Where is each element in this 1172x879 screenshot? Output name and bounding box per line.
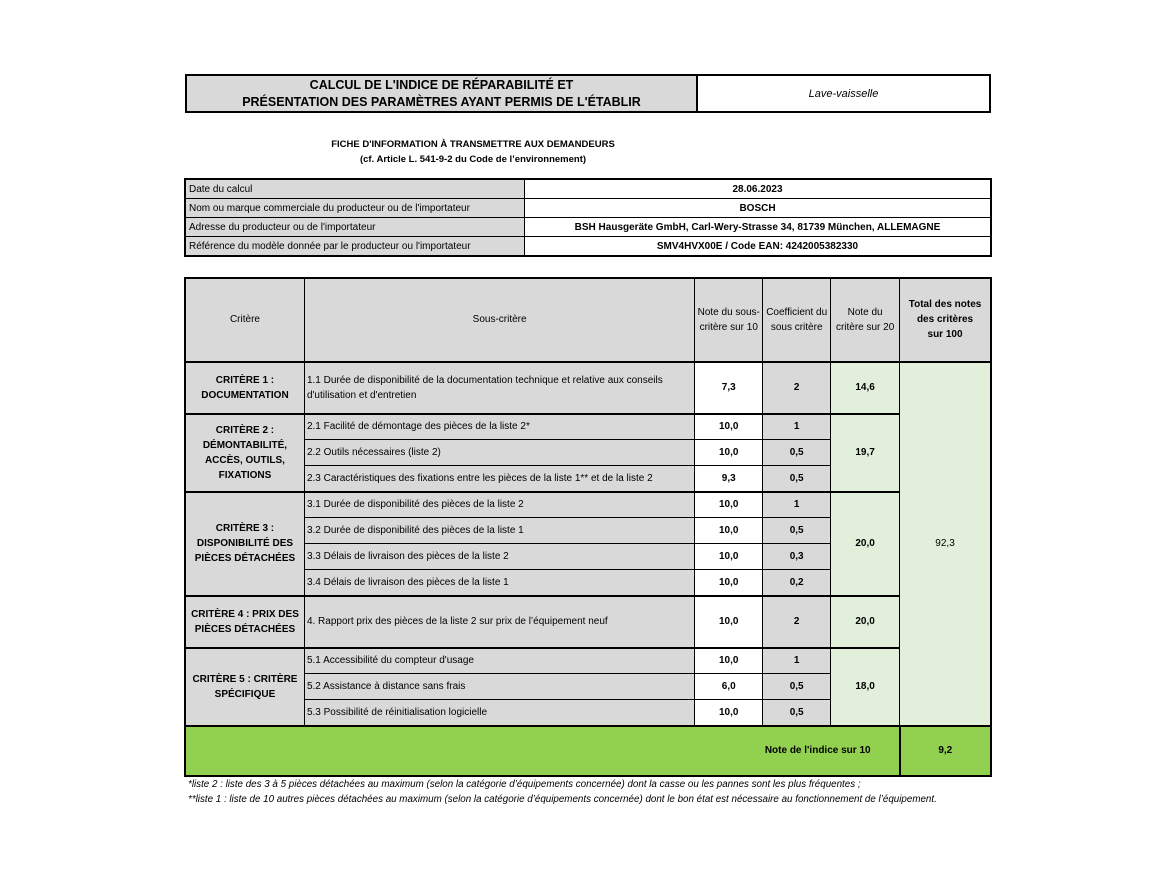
criterion-3-score: 20,0	[831, 492, 900, 596]
footnote-list-2: *liste 2 : liste des 3 à 5 pièces détachées au maximum (selon la catégorie d’équipements concernée) dont la casse ou les pannes sont les plus fréquentes ;	[188, 779, 861, 790]
criterion-text: DOCUMENTATION	[201, 389, 289, 401]
header-text: critère sur 10	[699, 321, 758, 333]
criterion-text: ACCÈS, OUTILS,	[204, 454, 285, 466]
sub-criterion-note: 10,0	[695, 596, 763, 648]
sub-text: d'utilisation et d'entretien	[306, 389, 417, 401]
info-label: Nom ou marque commerciale du producteur ou de l'importateur	[186, 199, 525, 218]
fiche-heading	[300, 137, 646, 167]
header-row	[186, 279, 991, 362]
table-row	[186, 362, 991, 414]
header-text: Total des notes	[908, 299, 982, 311]
final-score-value: 9,2	[900, 726, 991, 776]
sub-criterion-label: 2.3 Caractéristiques des fixations entre les pièces de la liste 1** et de la liste 2	[304, 466, 694, 492]
fiche-line-2: (cf. Article L. 541-9-2 du Code de l’environnement)	[359, 154, 587, 165]
sub-criterion-coef: 1	[763, 492, 831, 518]
table-row	[186, 492, 991, 518]
criterion-4-score: 20,0	[831, 596, 900, 648]
criterion-text: CRITÈRE 5 : CRITÈRE	[192, 673, 298, 685]
sub-criterion-note: 10,0	[695, 700, 763, 726]
product-category: Lave-vaisselle	[808, 87, 879, 100]
total-score: 92,3	[900, 362, 991, 726]
criterion-4-name	[186, 596, 305, 648]
sub-criterion-label: 2.2 Outils nécessaires (liste 2)	[304, 440, 694, 466]
criterion-3-name	[186, 492, 305, 596]
sub-criterion-coef: 0,5	[763, 674, 831, 700]
sub-criterion-note: 10,0	[695, 570, 763, 596]
criterion-text: CRITÈRE 1 :	[215, 374, 275, 386]
info-label: Référence du modèle donnée par le producteur ou l'importateur	[186, 237, 525, 256]
sub-criterion-coef: 0,5	[763, 700, 831, 726]
info-row	[186, 199, 991, 218]
criterion-5-score: 18,0	[831, 648, 900, 726]
sub-criterion-note: 10,0	[695, 648, 763, 674]
sub-criterion-label: 3.4 Délais de livraison des pièces de la liste 1	[304, 570, 694, 596]
sub-criterion-note: 10,0	[695, 492, 763, 518]
criterion-1-name	[186, 362, 305, 414]
sub-criterion-label: 4. Rapport prix des pièces de la liste 2 sur prix de l’équipement neuf	[304, 596, 694, 648]
sub-criterion-label: 3.1 Durée de disponibilité des pièces de la liste 2	[304, 492, 694, 518]
sub-criterion-coef: 0,3	[763, 544, 831, 570]
final-score-label: Note de l'indice sur 10	[186, 726, 900, 776]
info-value: BOSCH	[525, 199, 991, 218]
info-row	[186, 237, 991, 256]
criterion-text: PIÈCES DÉTACHÉES	[194, 553, 296, 564]
header-note-critere	[831, 279, 900, 362]
header-sous-critere: Sous-critère	[304, 279, 694, 362]
sub-criterion-coef: 1	[763, 648, 831, 674]
sub-criterion-label: 5.2 Assistance à distance sans frais	[304, 674, 694, 700]
sub-criterion-label: 5.3 Possibilité de réinitialisation logicielle	[304, 700, 694, 726]
fiche-line-1: FICHE D'INFORMATION À TRANSMETTRE AUX DEMANDEURS	[331, 139, 615, 150]
criterion-1-score: 14,6	[831, 362, 900, 414]
criterion-text: CRITÈRE 3 :	[215, 523, 275, 534]
sub-criterion-note: 10,0	[695, 518, 763, 544]
page-title	[187, 76, 698, 111]
sub-criterion-coef: 2	[763, 362, 831, 414]
repairability-table	[185, 278, 991, 776]
criterion-text: PIÈCES DÉTACHÉES	[194, 623, 296, 635]
footnotes	[188, 777, 937, 807]
info-value: BSH Hausgeräte GmbH, Carl-Wery-Strasse 34, 81739 München, ALLEMAGNE	[525, 218, 991, 237]
criterion-text: CRITÈRE 2 :	[215, 424, 275, 436]
sub-text: 1.1 Durée de disponibilité de la documentation technique et relative aux conseils	[306, 374, 663, 386]
sub-criterion-note: 7,3	[695, 362, 763, 414]
criterion-text: SPÉCIFIQUE	[214, 688, 276, 700]
final-row	[186, 726, 991, 776]
title-box	[185, 74, 991, 113]
header-text: sur 100	[927, 329, 963, 341]
criterion-5-name	[186, 648, 305, 726]
criterion-text: FIXATIONS	[218, 469, 272, 481]
sub-criterion-note: 10,0	[695, 440, 763, 466]
sub-criterion-coef: 2	[763, 596, 831, 648]
sub-criterion-label	[304, 362, 694, 414]
sub-criterion-coef: 1	[763, 414, 831, 440]
info-label: Adresse du producteur ou de l'importateur	[186, 218, 525, 237]
header-text: Coefficient du	[766, 306, 828, 318]
sub-criterion-coef: 0,5	[763, 518, 831, 544]
sub-criterion-note: 10,0	[695, 544, 763, 570]
sub-criterion-coef: 0,2	[763, 570, 831, 596]
sub-criterion-note: 6,0	[695, 674, 763, 700]
header-critere: Critère	[186, 279, 305, 362]
sub-criterion-label: 3.3 Délais de livraison des pièces de la liste 2	[304, 544, 694, 570]
header-text: des critères	[916, 314, 974, 326]
header-note-sous-critere	[695, 279, 763, 362]
info-label: Date du calcul	[186, 180, 525, 199]
sub-criterion-coef: 0,5	[763, 440, 831, 466]
sub-criterion-note: 10,0	[695, 414, 763, 440]
sub-criterion-label: 5.1 Accessibilité du compteur d'usage	[304, 648, 694, 674]
table-row	[186, 648, 991, 674]
info-value: SMV4HVX00E / Code EAN: 4242005382330	[525, 237, 991, 256]
info-row	[186, 218, 991, 237]
sub-criterion-coef: 0,5	[763, 466, 831, 492]
sub-criterion-label: 3.2 Durée de disponibilité des pièces de la liste 1	[304, 518, 694, 544]
header-coefficient	[763, 279, 831, 362]
header-text: critère sur 20	[835, 321, 895, 333]
criterion-text: DÉMONTABILITÉ,	[202, 439, 288, 451]
sub-criterion-note: 9,3	[695, 466, 763, 492]
header-text: Note du sous-	[697, 306, 760, 318]
criterion-text: CRITÈRE 4 : PRIX DES	[191, 608, 299, 620]
header-text: sous critère	[770, 321, 823, 333]
table-row	[186, 596, 991, 648]
header-text: Note du	[847, 306, 883, 318]
criterion-2-name	[186, 414, 305, 492]
footnote-list-1: **liste 1 : liste de 10 autres pièces détachées au maximum (selon la catégorie d’équipements concernée) dont le bon état est nécessaire au fonctionnement de l’équipement.	[188, 794, 937, 805]
table-row	[186, 414, 991, 440]
sub-criterion-label: 2.1 Facilité de démontage des pièces de la liste 2*	[304, 414, 694, 440]
info-table	[185, 179, 991, 256]
header-total	[900, 279, 991, 362]
criterion-text: DISPONIBILITÉ DES	[196, 538, 294, 549]
criterion-2-score: 19,7	[831, 414, 900, 492]
title-line-1: CALCUL DE L'INDICE DE RÉPARABILITÉ ET	[309, 77, 574, 92]
title-line-2: PRÉSENTATION DES PARAMÈTRES AYANT PERMIS DE L'ÉTABLIR	[242, 94, 641, 109]
info-value: 28.06.2023	[525, 180, 991, 199]
info-row	[186, 180, 991, 199]
